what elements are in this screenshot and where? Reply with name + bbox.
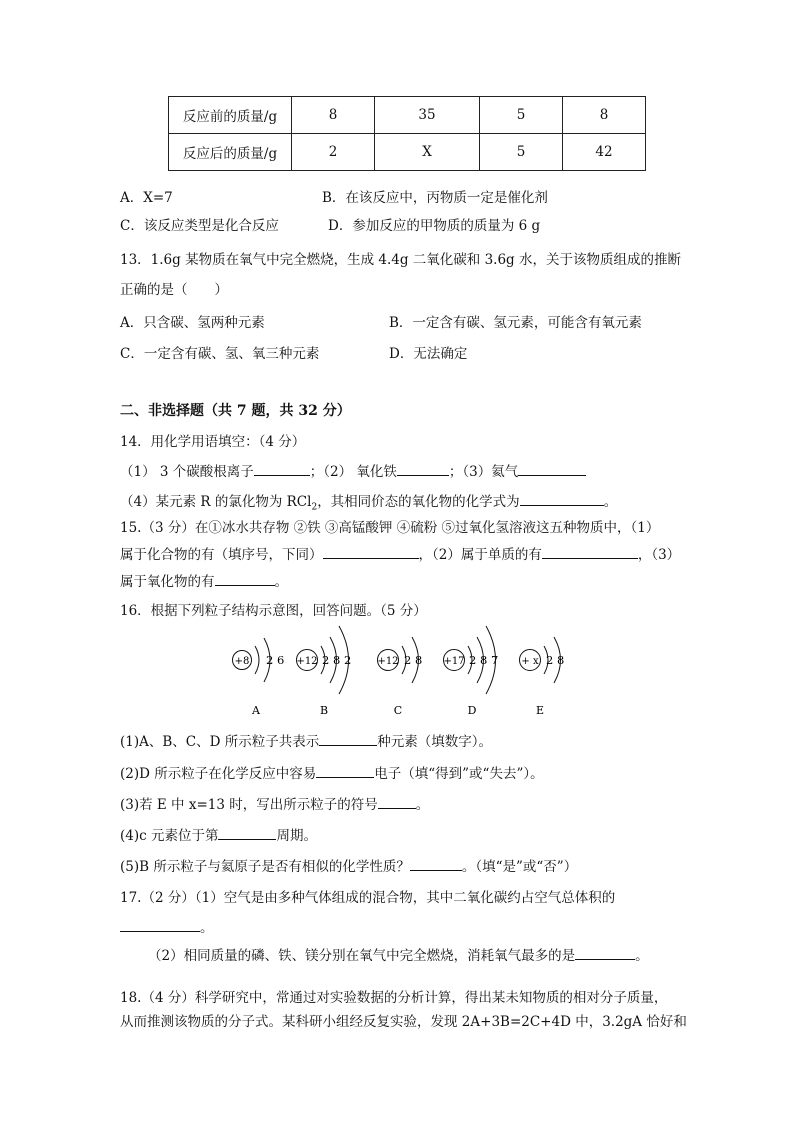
table-cell: 反应后的质量/g (169, 134, 292, 171)
nucleus-charge: +12 (296, 656, 318, 667)
table-cell: 8 (292, 97, 375, 134)
mass-table (168, 96, 646, 171)
table-row (169, 134, 646, 171)
particle-a (233, 638, 285, 717)
answer-blank[interactable] (575, 945, 635, 960)
answer-blank[interactable] (378, 794, 416, 809)
q16-sub1 (120, 730, 492, 750)
q16-sub5 (120, 855, 577, 875)
answer-blank[interactable] (410, 856, 462, 871)
q14-part4: （4）某元素 R 的氯化物为 RCl (120, 494, 312, 510)
answer-blank[interactable] (215, 571, 275, 586)
q13-stem: 13．1.6g 某物质在氧气中完全燃烧，生成 4.4g 二氧化碳和 3.6g 水，关于该物质组成的推断 (120, 252, 681, 268)
q16-text: (4)c 元素位于第 (120, 828, 219, 844)
q14-part3: ；（3）氦气 (448, 464, 519, 480)
q14-title: 14．用化学用语填空：（4 分） (120, 434, 306, 450)
particle-c (377, 637, 422, 717)
electron-shells: 2 8 7 (469, 653, 499, 667)
q16-text: 种元素（填数字）。 (377, 734, 492, 750)
answer-blank[interactable] (520, 491, 604, 506)
q15-part-b: ，（2）属于单质的有 (418, 547, 542, 563)
q16-sub3 (120, 793, 429, 813)
q17-line3 (148, 944, 649, 964)
electron-shells: 2 8 (404, 653, 423, 667)
q18-line2: 从而推测该物质的分子式。某科研小组经反复实验，发现 2A+3B=2C+4D 中，3.2gA 恰好和 (120, 1014, 687, 1030)
table-cell: 反应前的质量/g (169, 97, 292, 134)
q16-text: 。（填“是”或“否”） (461, 859, 578, 875)
nucleus-charge: +17 (443, 656, 465, 667)
table-cell: 5 (480, 134, 563, 171)
answer-blank[interactable] (518, 461, 586, 476)
q14-part4-end: 。 (603, 494, 618, 510)
q15-part-a: 属于化合物的有（填序号，下同） (120, 547, 323, 563)
q12-option-c: C．该反应类型是化合反应 (120, 218, 279, 234)
q15-line3 (120, 570, 288, 590)
answer-blank[interactable] (542, 544, 638, 559)
particle-label: C (393, 704, 403, 717)
particle-label: E (535, 704, 545, 717)
answer-blank[interactable] (120, 917, 200, 932)
q16-sub4 (120, 824, 317, 844)
q13-option-a: A．只含碳、氢两种元素 (120, 315, 265, 331)
q16-text: (1)A、B、C、D 所示粒子共表示 (120, 734, 320, 750)
q14-part1: （1） 3 个碳酸根离子 (120, 464, 254, 480)
section-title: 二、非选择题（共 7 题，共 32 分） (120, 403, 351, 419)
q16-text: (2)D 所示粒子在化学反应中容易 (120, 766, 317, 782)
q17-text: 。 (635, 948, 649, 964)
q17-text: 。 (200, 920, 214, 936)
q17-line1: 17.（2 分）（1）空气是由多种气体组成的混合物，其中二氧化碳约占空气总体积的 (120, 890, 616, 906)
nucleus-charge: + x (521, 656, 539, 667)
q15-line1: 15.（3 分）在①冰水共存物 ②铁 ③高锰酸钾 ④硫粉 ⑤过氧化氢溶液这五种物质中，（1） (120, 520, 660, 536)
particle-b (296, 626, 351, 717)
q14-part2: ；（2） 氧化铁 (309, 464, 397, 480)
q16-text: 。 (415, 797, 430, 813)
q13-option-b: B．一定含有碳、氢元素，可能含有氧元素 (389, 315, 642, 331)
particle-label: B (319, 704, 329, 717)
q14-part4-rest: ，其相同价态的氧化物的化学式为 (317, 494, 520, 510)
q13-option-c: C．一定含有碳、氢、氧三种元素 (120, 346, 320, 362)
table-row (169, 97, 646, 134)
particle-diagrams (200, 618, 600, 722)
electron-shells: 2 8 2 (322, 653, 352, 667)
answer-blank[interactable] (323, 544, 419, 559)
q16-text: (3)若 E 中 x=13 时，写出所示粒子的符号 (120, 797, 378, 813)
answer-blank[interactable] (316, 763, 374, 778)
answer-blank[interactable] (254, 461, 310, 476)
answer-blank[interactable] (319, 731, 377, 746)
answer-blank[interactable] (397, 461, 449, 476)
q16-text: (5)B 所示粒子与氦原子是否有相似的化学性质？ (120, 859, 410, 875)
nucleus-charge: +8 (234, 656, 250, 667)
q16-title: 16．根据下列粒子结构示意图，回答问题。（5 分） (120, 603, 427, 619)
q17-text: （2）相同质量的磷、铁、镁分别在氧气中完全燃烧，消耗氧气最多的是 (148, 948, 576, 964)
q12-option-d: D．参加反应的甲物质的质量为 6 g (328, 218, 541, 234)
answer-blank[interactable] (218, 825, 276, 840)
q13-stem-cont: 正确的是（ ） (120, 282, 228, 298)
table-cell: 8 (563, 97, 646, 134)
table-cell: 2 (292, 134, 375, 171)
q14-line2 (120, 490, 617, 513)
table-cell: 35 (375, 97, 480, 134)
particle-d (443, 626, 498, 717)
q18-line1: 18.（4 分）科学研究中，常通过对实验数据的分析计算，得出某未知物质的相对分子质量， (120, 990, 668, 1006)
electron-shells: 2 6 (266, 653, 285, 667)
electron-shells: 2 8 (546, 653, 565, 667)
particle-label: D (467, 704, 477, 717)
q13-option-d: D．无法确定 (389, 346, 468, 362)
q15-part-c: ，（3） (637, 547, 681, 563)
q14-line1 (120, 460, 586, 480)
q16-text: 电子（填“得到”或“失去”）。 (374, 766, 544, 782)
subscript: 2 (311, 502, 318, 513)
q15-part-e: 。 (274, 574, 288, 590)
q16-text: 周期。 (276, 828, 317, 844)
q15-line2 (120, 543, 680, 563)
particle-e (520, 637, 565, 717)
q12-option-a: A．X=7 (120, 190, 173, 206)
q17-line2 (120, 916, 214, 936)
table-cell: X (375, 134, 480, 171)
q15-part-d: 属于氧化物的有 (120, 574, 215, 590)
table-cell: 42 (563, 134, 646, 171)
q12-option-b: B．在该反应中，丙物质一定是催化剂 (322, 190, 548, 206)
table-cell: 5 (480, 97, 563, 134)
particle-label: A (252, 704, 260, 717)
q16-sub2 (120, 762, 544, 782)
nucleus-charge: +12 (377, 656, 399, 667)
